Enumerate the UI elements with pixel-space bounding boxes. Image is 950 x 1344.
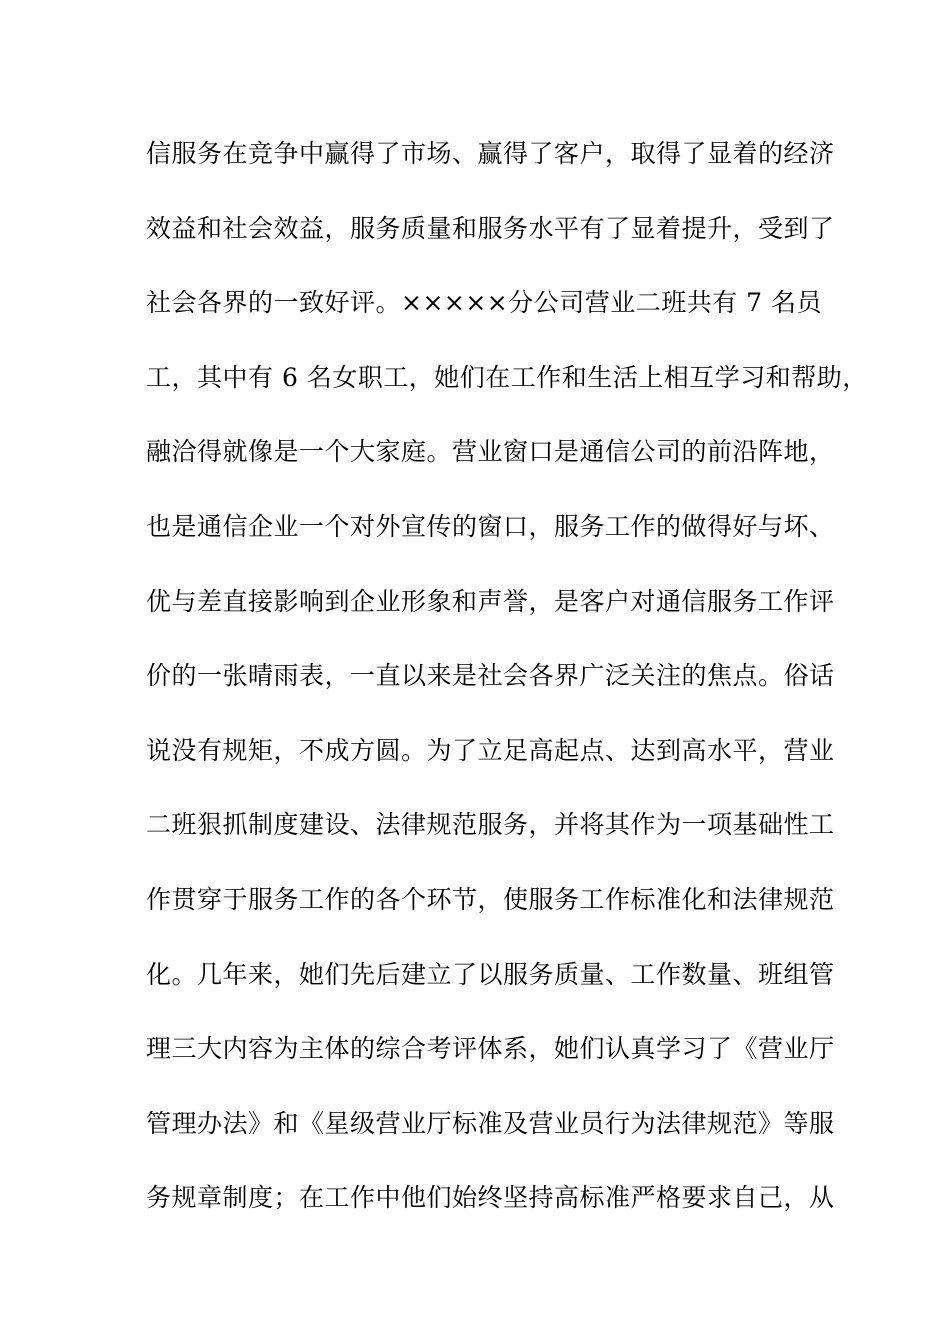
text-line: 优与差直接影响到企业形象和声誉，是客户对通信服务工作评 — [146, 586, 835, 616]
text-line: 作贯穿于服务工作的各个环节，使服务工作标准化和法律规范 — [146, 884, 835, 914]
text-line: 二班狠抓制度建设、法律规范服务，并将其作为一项基础性工 — [146, 810, 835, 840]
text-line: 理三大内容为主体的综合考评体系，她们认真学习了《营业厅 — [146, 1034, 835, 1064]
text-line: 价的一张晴雨表，一直以来是社会各界广泛关注的焦点。俗话 — [146, 661, 835, 691]
text-line: 说没有规矩，不成方圆。为了立足高起点、达到高水平，营业 — [146, 735, 835, 765]
text-line: 融洽得就像是一个大家庭。营业窗口是通信公司的前沿阵地， — [146, 437, 835, 467]
text-line: 务规章制度；在工作中他们始终坚持高标准严格要求自己，从 — [146, 1183, 835, 1213]
text-line: 信服务在竞争中赢得了市场、赢得了客户，取得了显着的经济 — [146, 139, 835, 168]
text-line: 工，其中有 6 名女职工，她们在工作和生活上相互学习和帮助， — [146, 362, 868, 392]
text-line: 管理办法》和《星级营业厅标准及营业员行为法律规范》等服 — [146, 1108, 835, 1138]
body-text — [146, 128, 868, 1247]
text-line: 化。几年来，她们先后建立了以服务质量、工作数量、班组管 — [146, 959, 835, 989]
text-line: 效益和社会效益，服务质量和服务水平有了显着提升，受到了 — [146, 213, 835, 243]
text-line: 社会各界的一致好评。×××××分公司营业二班共有 7 名员 — [146, 288, 823, 318]
text-line: 也是通信企业一个对外宣传的窗口，服务工作的做得好与坏、 — [146, 511, 835, 541]
